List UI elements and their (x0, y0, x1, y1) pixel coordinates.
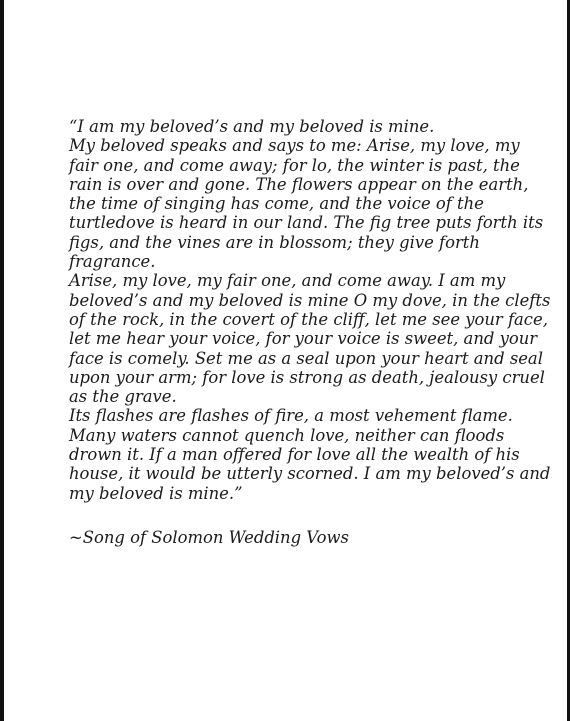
quote-line: rain is over and gone. The flowers appear on the earth, (69, 174, 529, 194)
quote-line: let me hear your voice, for your voice is sweet, and your (69, 329, 538, 349)
quote-line: beloved’s and my beloved is mine O my dove, in the clefts (69, 290, 551, 310)
quote-line: figs, and the vines are in blossom; they give forth (69, 232, 480, 252)
quote-line: as the grave. (69, 387, 177, 407)
quote-line: drown it. If a man offered for love all the wealth of his (69, 445, 520, 465)
quote-line: face is comely. Set me as a seal upon your heart and seal (69, 348, 543, 368)
quote-line: “I am my beloved’s and my beloved is mine. (69, 117, 435, 136)
quote-line: Many waters cannot quench love, neither can floods (69, 425, 505, 445)
quote-line: fragrance. (69, 252, 156, 272)
quote-line: of the rock, in the covert of the cliff, let me see your face, (69, 309, 548, 329)
quote-line: My beloved speaks and says to me: Arise, my love, my (69, 136, 520, 156)
quote-line: fair one, and come away; for lo, the winter is past, the (69, 155, 520, 175)
quote-line: house, it would be utterly scorned. I am my beloved’s and (69, 464, 551, 484)
quote-line: turtledove is heard in our land. The fig tree puts forth its (69, 213, 544, 233)
attribution: ~Song of Solomon Wedding Vows (69, 528, 349, 547)
vow-quote (69, 117, 551, 503)
quote-line: Arise, my love, my fair one, and come away. I am my (69, 271, 506, 291)
quote-line: upon your arm; for love is strong as death, jealousy cruel (69, 367, 545, 387)
left-border (0, 0, 4, 721)
quote-line: Its flashes are flashes of fire, a most vehement flame. (69, 406, 513, 426)
quote-line: my beloved is mine.” (69, 483, 243, 503)
quote-line: the time of singing has come, and the voice of the (69, 194, 484, 214)
